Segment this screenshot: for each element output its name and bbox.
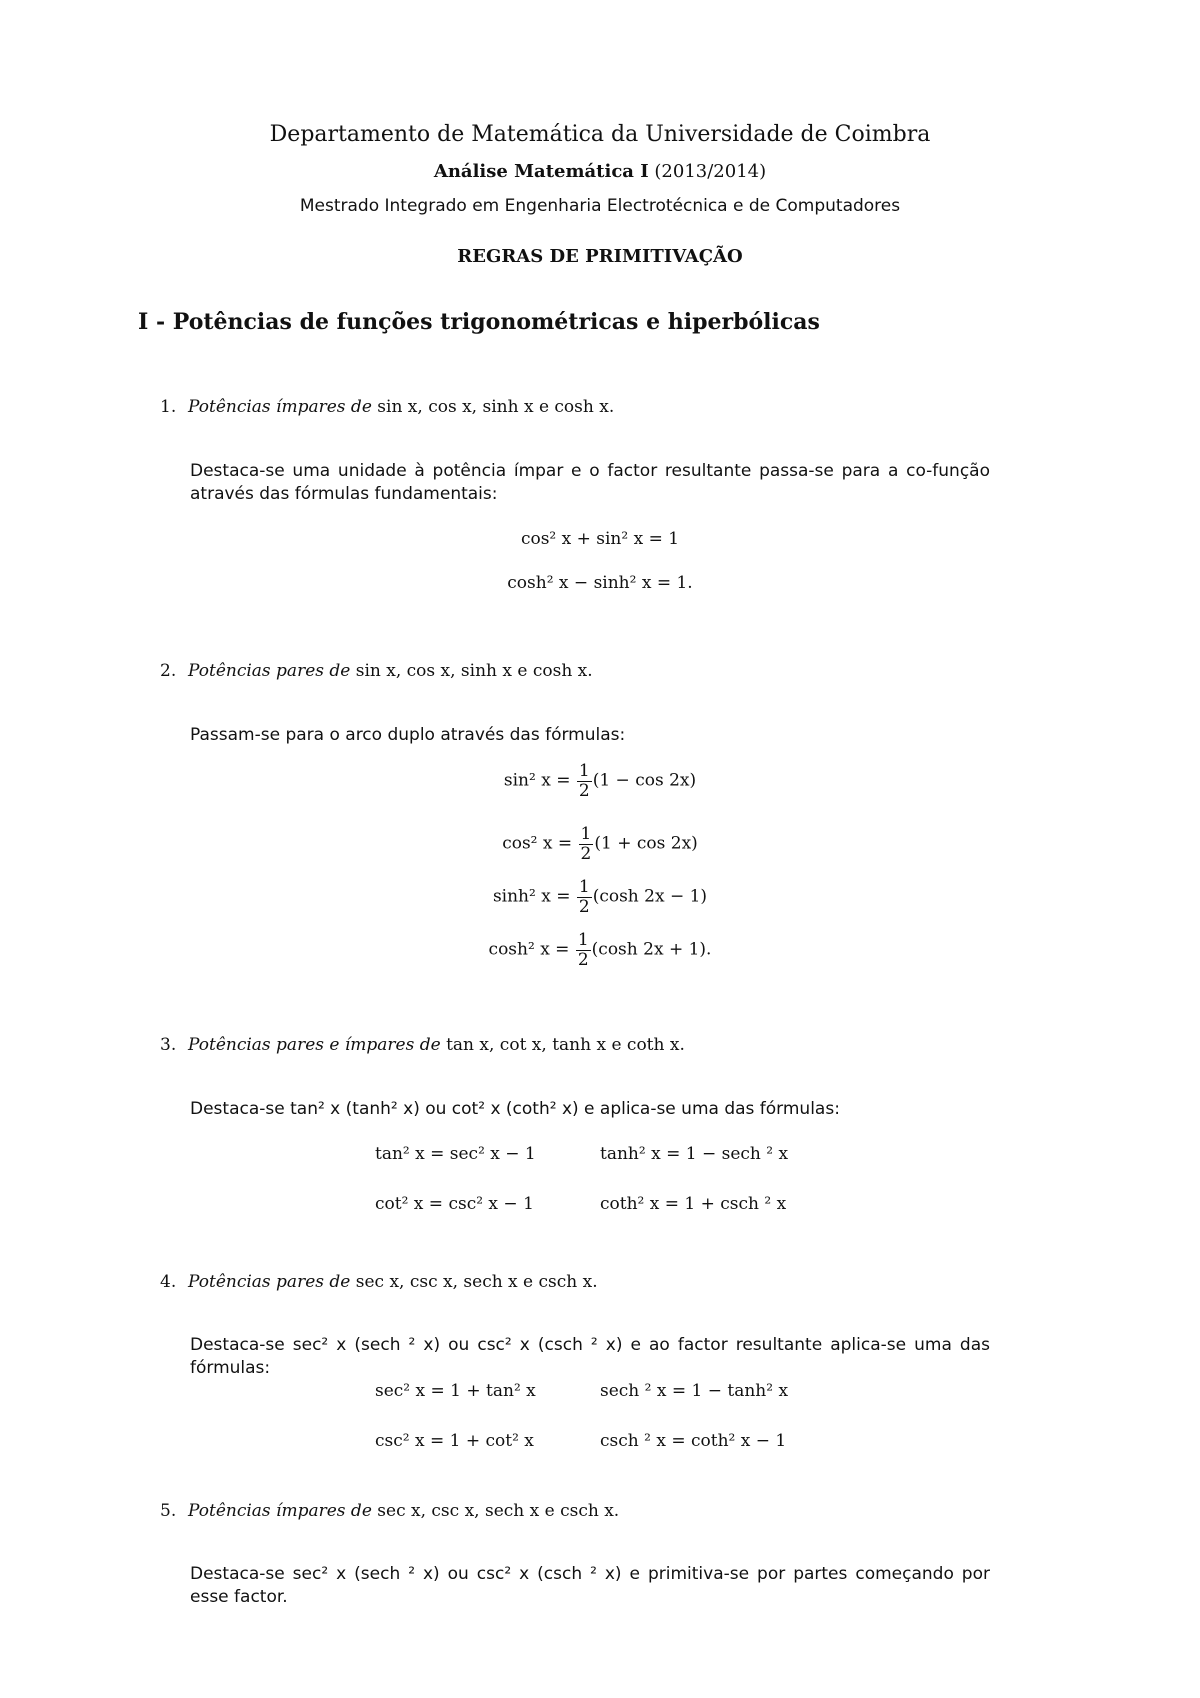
numerator: 1: [580, 824, 592, 844]
item-1-heading: [160, 396, 614, 419]
equation: cos² x + sin² x = 1: [520, 529, 680, 549]
item-1-text: Destaca-se uma unidade à potência ímpar e o factor resultante passa-se para a co-função através das fórmulas fundamentais:: [190, 461, 990, 504]
equation: coth² x = 1 + csch ² x: [600, 1194, 787, 1214]
item-number: 3.: [160, 1035, 177, 1055]
equation: cosh² x − sinh² x = 1.: [507, 573, 693, 593]
item-title-math: sin x, cos x, sinh x e cosh x.: [355, 661, 593, 681]
equation: tanh² x = 1 − sech ² x: [600, 1144, 789, 1164]
numerator: 1: [578, 761, 590, 781]
item-title-math: tan x, cot x, tanh x e coth x.: [446, 1035, 685, 1055]
section-title: I - Potências de funções trigonométricas e hiperbólicas: [138, 309, 820, 335]
equation: sech ² x = 1 − tanh² x: [600, 1381, 789, 1401]
eq-rhs: (cosh 2x − 1): [592, 886, 708, 907]
fraction: [576, 931, 591, 969]
item-number: 5.: [160, 1501, 177, 1521]
item-3-heading: [160, 1034, 685, 1057]
eq-lhs: cos² x =: [502, 833, 573, 854]
item-title-math: sec x, csc x, sech x e csch x.: [355, 1272, 598, 1292]
eq-lhs: cosh² x =: [488, 939, 570, 960]
denominator: 2: [580, 843, 592, 864]
item-3-text: Destaca-se tan² x (tanh² x) ou cot² x (coth² x) e aplica-se uma das fórmulas:: [190, 1099, 840, 1119]
item-title: Potências ímpares de: [188, 397, 372, 417]
equation: cot² x = csc² x − 1: [375, 1194, 534, 1214]
department-heading: Departamento de Matemática da Universidade de Coimbra: [269, 122, 931, 147]
item-title: Potências ímpares de: [188, 1501, 372, 1521]
eq-rhs: (1 − cos 2x): [592, 770, 697, 791]
fraction: [577, 878, 592, 916]
item-2-heading: [160, 660, 593, 683]
course-name: Análise Matemática I: [433, 161, 649, 182]
item-title: Potências pares e ímpares de: [188, 1035, 441, 1055]
course-heading: [0, 160, 1200, 184]
item-title: Potências pares de: [188, 661, 351, 681]
item-5-heading: [160, 1500, 619, 1523]
document-title: REGRAS DE PRIMITIVAÇÃO: [457, 246, 743, 267]
item-number: 4.: [160, 1272, 177, 1292]
eq-rhs: (1 + cos 2x): [594, 833, 698, 854]
equation: sec² x = 1 + tan² x: [375, 1381, 536, 1401]
item-title-math: sin x, cos x, sinh x e cosh x.: [377, 397, 615, 417]
fraction-equation: [0, 762, 1200, 800]
fraction-equation: [0, 931, 1200, 969]
fraction: [577, 762, 592, 800]
numerator: 1: [578, 877, 590, 897]
item-title-math: sec x, csc x, sech x e csch x.: [377, 1501, 620, 1521]
fraction-equation: [0, 878, 1200, 916]
denominator: 2: [577, 949, 589, 970]
numerator: 1: [577, 930, 589, 950]
item-title: Potências pares de: [188, 1272, 351, 1292]
equation: tan² x = sec² x − 1: [375, 1144, 536, 1164]
item-4-heading: [160, 1271, 598, 1294]
fraction: [579, 825, 594, 863]
program-heading: Mestrado Integrado em Engenharia Electrotécnica e de Computadores: [299, 196, 901, 216]
item-number: 1.: [160, 397, 177, 417]
item-5-text: Destaca-se sec² x (sech ² x) ou csc² x (csch ² x) e primitiva-se por partes começando por esse factor.: [190, 1564, 990, 1607]
course-year: (2013/2014): [654, 161, 767, 182]
eq-rhs: (cosh 2x + 1).: [591, 939, 712, 960]
item-4-text: Destaca-se sec² x (sech ² x) ou csc² x (csch ² x) e ao factor resultante aplica-se uma das fórmulas:: [190, 1335, 990, 1378]
equation: csc² x = 1 + cot² x: [375, 1431, 534, 1451]
fraction-equation: [0, 825, 1200, 863]
eq-lhs: sin² x =: [503, 770, 571, 791]
denominator: 2: [578, 780, 590, 801]
item-number: 2.: [160, 661, 177, 681]
item-2-text: Passam-se para o arco duplo através das fórmulas:: [190, 725, 626, 745]
eq-lhs: sinh² x =: [492, 886, 571, 907]
equation: csch ² x = coth² x − 1: [600, 1431, 787, 1451]
denominator: 2: [578, 896, 590, 917]
